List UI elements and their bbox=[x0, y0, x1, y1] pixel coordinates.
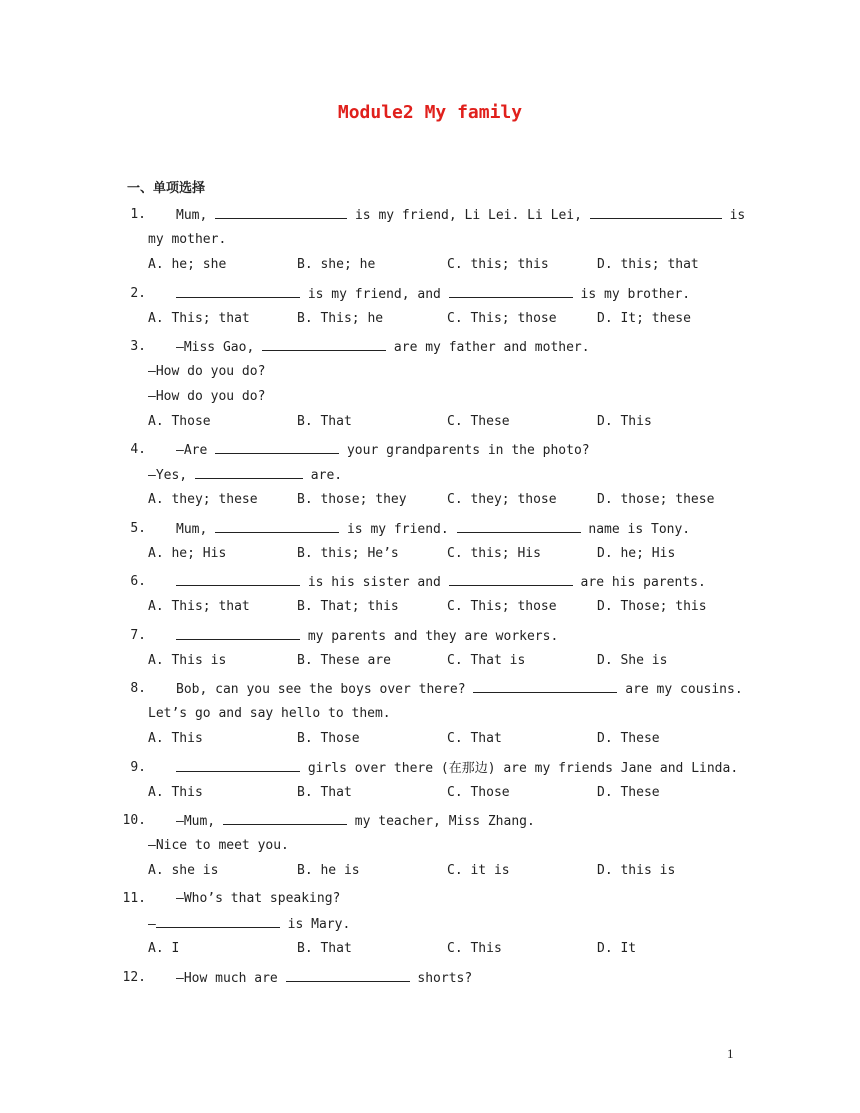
question-text-segment: my parents and they are workers. bbox=[300, 629, 559, 644]
question-text bbox=[176, 890, 340, 908]
answer-option-b[interactable]: B. she; he bbox=[297, 257, 376, 272]
question-text bbox=[176, 573, 706, 592]
answer-option-d[interactable]: D. those; these bbox=[597, 492, 715, 507]
answer-option-d[interactable]: D. this; that bbox=[597, 257, 699, 272]
answer-option-d[interactable]: D. this is bbox=[597, 863, 676, 878]
answer-option-a[interactable]: A. This bbox=[148, 785, 203, 800]
question-text-segment: is my friend, and bbox=[300, 287, 449, 302]
answer-option-b[interactable]: B. That bbox=[297, 414, 352, 429]
question-number: 10. bbox=[122, 813, 146, 828]
question-text-segment: Mum, bbox=[176, 522, 216, 537]
answer-option-b[interactable]: B. he is bbox=[297, 863, 360, 878]
question-number: 6. bbox=[130, 574, 146, 589]
answer-option-b[interactable]: B. That; this bbox=[297, 599, 399, 614]
question-text bbox=[176, 441, 590, 460]
question-text bbox=[176, 759, 738, 778]
answer-blank[interactable] bbox=[195, 466, 303, 479]
page-number: 1 bbox=[727, 1046, 734, 1061]
answer-option-a[interactable]: A. This is bbox=[148, 653, 227, 668]
answer-option-c[interactable]: C. they; those bbox=[447, 492, 557, 507]
question-text bbox=[176, 680, 743, 699]
answer-option-d[interactable]: D. These bbox=[597, 731, 660, 746]
answer-option-c[interactable]: C. this; this bbox=[447, 257, 549, 272]
question-text-segment: —Mum, bbox=[176, 814, 223, 829]
answer-blank[interactable] bbox=[457, 520, 581, 533]
question-text-segment: is bbox=[721, 208, 746, 223]
answer-option-d[interactable]: D. It bbox=[597, 941, 637, 956]
question-text-segment: —Miss Gao, bbox=[176, 340, 263, 355]
answer-blank[interactable] bbox=[215, 441, 339, 454]
answer-blank[interactable] bbox=[156, 915, 280, 928]
answer-blank[interactable] bbox=[176, 759, 300, 772]
answer-option-a[interactable]: A. This; that bbox=[148, 599, 250, 614]
question-text bbox=[148, 837, 289, 855]
question-text bbox=[176, 206, 745, 225]
question-text bbox=[176, 338, 590, 357]
answer-option-b[interactable]: B. this; He’s bbox=[297, 546, 399, 561]
question-text-segment: —How do you do? bbox=[148, 364, 266, 379]
question-text-segment: is Mary. bbox=[279, 917, 351, 932]
question-text bbox=[176, 520, 690, 539]
answer-option-d[interactable]: D. It; these bbox=[597, 311, 691, 326]
answer-option-b[interactable]: B. those; they bbox=[297, 492, 407, 507]
question-number: 4. bbox=[130, 442, 146, 457]
question-text-segment: my teacher, Miss Zhang. bbox=[346, 814, 535, 829]
answer-blank[interactable] bbox=[215, 206, 347, 219]
question-text bbox=[148, 388, 265, 406]
question-text-segment: shorts? bbox=[409, 971, 473, 986]
answer-option-a[interactable]: A. they; these bbox=[148, 492, 258, 507]
question-text-segment: are my father and mother. bbox=[386, 340, 590, 355]
question-number: 5. bbox=[130, 521, 146, 536]
answer-option-d[interactable]: D. he; His bbox=[597, 546, 676, 561]
question-text-segment: are his parents. bbox=[572, 575, 706, 590]
answer-option-a[interactable]: A. I bbox=[148, 941, 180, 956]
question-text bbox=[176, 812, 535, 831]
question-text-segment: is my friend. bbox=[339, 522, 457, 537]
answer-option-d[interactable]: D. These bbox=[597, 785, 660, 800]
answer-blank[interactable] bbox=[176, 285, 300, 298]
question-text-segment: Mum, bbox=[176, 208, 216, 223]
answer-option-b[interactable]: B. This; he bbox=[297, 311, 384, 326]
question-text-segment: is my friend, Li Lei. Li Lei, bbox=[347, 208, 590, 223]
question-text-segment: —How much are bbox=[176, 971, 286, 986]
answer-option-c[interactable]: C. That bbox=[447, 731, 502, 746]
question-text-segment: are my cousins. bbox=[617, 682, 743, 697]
answer-option-c[interactable]: C. This; those bbox=[447, 599, 557, 614]
answer-blank[interactable] bbox=[590, 206, 722, 219]
question-text-segment: — bbox=[148, 917, 156, 932]
question-text-segment: my mother. bbox=[148, 232, 227, 247]
answer-option-c[interactable]: C. That is bbox=[447, 653, 526, 668]
question-text bbox=[176, 285, 690, 304]
question-text bbox=[148, 915, 350, 934]
answer-blank[interactable] bbox=[176, 573, 300, 586]
question-text bbox=[148, 231, 226, 249]
question-text bbox=[176, 969, 472, 988]
question-number: 2. bbox=[130, 286, 146, 301]
answer-option-a[interactable]: A. Those bbox=[148, 414, 211, 429]
question-text-segment: —Yes, bbox=[148, 468, 195, 483]
question-text-segment: name is Tony. bbox=[580, 522, 691, 537]
question-number: 8. bbox=[130, 681, 146, 696]
question-text-segment: is his sister and bbox=[300, 575, 449, 590]
answer-option-d[interactable]: D. Those; this bbox=[597, 599, 707, 614]
question-text bbox=[148, 363, 265, 381]
page-title: Module2 My family bbox=[337, 102, 523, 123]
answer-option-c[interactable]: C. it is bbox=[447, 863, 510, 878]
question-text bbox=[148, 705, 391, 723]
answer-option-a[interactable]: A. This; that bbox=[148, 311, 250, 326]
question-number: 12. bbox=[122, 970, 146, 985]
question-text-segment: Bob, can you see the boys over there? bbox=[176, 682, 474, 697]
answer-blank[interactable] bbox=[449, 285, 573, 298]
question-text bbox=[148, 466, 342, 485]
question-text-segment: —Are bbox=[176, 443, 216, 458]
answer-blank[interactable] bbox=[449, 573, 573, 586]
question-number: 7. bbox=[130, 628, 146, 643]
answer-option-d[interactable]: D. This bbox=[597, 414, 652, 429]
question-text-segment: your grandparents in the photo? bbox=[339, 443, 590, 458]
answer-option-b[interactable]: B. These are bbox=[297, 653, 391, 668]
answer-option-c[interactable]: C. This; those bbox=[447, 311, 557, 326]
answer-blank[interactable] bbox=[176, 627, 300, 640]
question-text-segment: —Nice to meet you. bbox=[148, 838, 289, 853]
answer-blank[interactable] bbox=[286, 969, 410, 982]
answer-option-c[interactable]: C. These bbox=[447, 414, 510, 429]
question-number: 11. bbox=[122, 891, 146, 906]
answer-option-c[interactable]: C. this; His bbox=[447, 546, 541, 561]
answer-option-b[interactable]: B. Those bbox=[297, 731, 360, 746]
question-text-segment: —Who’s that speaking? bbox=[176, 891, 341, 906]
question-text-segment: Let’s go and say hello to them. bbox=[148, 706, 391, 721]
section-heading: 一、单项选择 bbox=[127, 181, 206, 196]
question-number: 1. bbox=[130, 207, 146, 222]
question-text bbox=[176, 627, 558, 646]
question-text-segment: is my brother. bbox=[572, 287, 691, 302]
answer-option-b[interactable]: B. That bbox=[297, 941, 352, 956]
answer-blank[interactable] bbox=[215, 520, 339, 533]
answer-option-a[interactable]: A. she is bbox=[148, 863, 219, 878]
answer-option-d[interactable]: D. She is bbox=[597, 653, 668, 668]
question-text-segment: girls over there (在那边) are my friends Jane and Linda. bbox=[300, 761, 739, 776]
question-text-segment: are. bbox=[302, 468, 343, 483]
answer-option-a[interactable]: A. he; His bbox=[148, 546, 227, 561]
answer-option-c[interactable]: C. Those bbox=[447, 785, 510, 800]
answer-blank[interactable] bbox=[223, 812, 347, 825]
answer-option-b[interactable]: B. That bbox=[297, 785, 352, 800]
answer-blank[interactable] bbox=[473, 680, 617, 693]
answer-option-a[interactable]: A. he; she bbox=[148, 257, 227, 272]
answer-option-a[interactable]: A. This bbox=[148, 731, 203, 746]
answer-option-c[interactable]: C. This bbox=[447, 941, 502, 956]
question-number: 9. bbox=[130, 760, 146, 775]
question-number: 3. bbox=[130, 339, 146, 354]
question-text-segment: —How do you do? bbox=[148, 389, 266, 404]
answer-blank[interactable] bbox=[262, 338, 386, 351]
